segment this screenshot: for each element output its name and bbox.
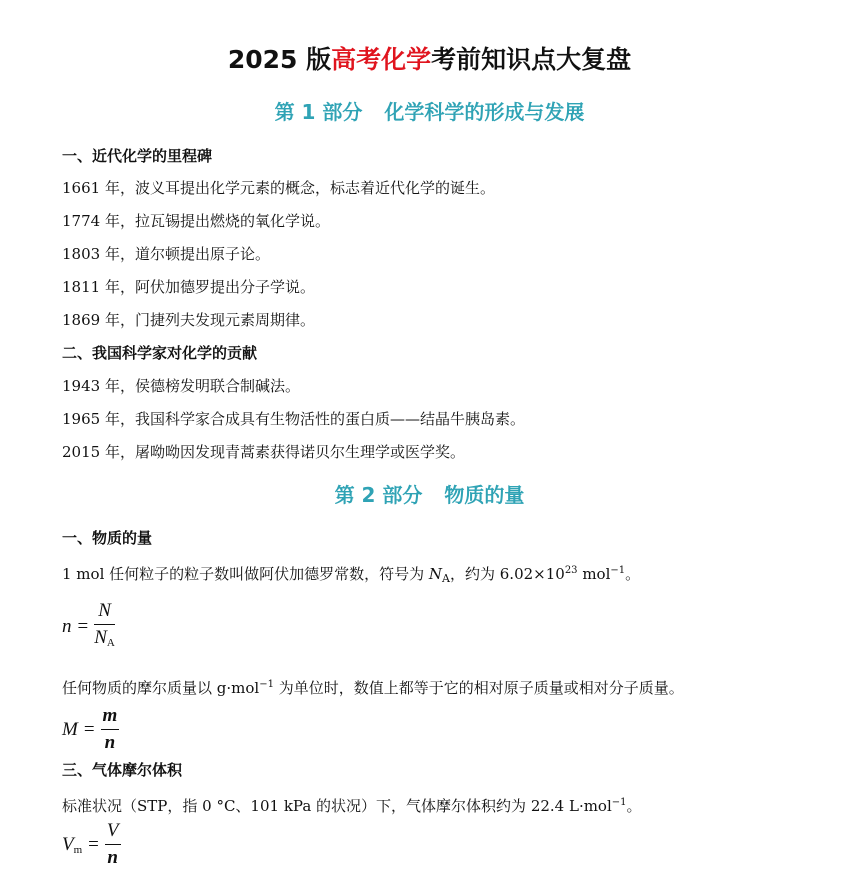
formula-Vm-equals-V-over-n [62, 820, 121, 869]
avogadro-text-b: ，约为 6.02×10 [449, 565, 565, 583]
part1-section1-heading: 一、近代化学的里程碑 [62, 147, 213, 165]
formula3-numerator: V [105, 820, 121, 845]
avogadro-end: 。 [625, 565, 641, 583]
part2-section1-heading: 一、物质的量 [62, 529, 153, 547]
part1-heading [0, 96, 859, 128]
part1-label: 第 1 部分 [274, 100, 363, 124]
avogadro-exp: 23 [564, 565, 578, 576]
stp-end: 。 [626, 797, 642, 815]
formula3-lhs-sub: m [73, 843, 83, 856]
title-prefix: 2025 版 [227, 45, 332, 74]
avogadro-text-a: 1 mol 任何粒子的粒子数叫做阿伏加德罗常数，符号为 [62, 565, 429, 583]
molar-text-a: 任何物质的摩尔质量以 g·mol [62, 679, 260, 697]
formula2-fraction [101, 705, 120, 754]
formula-n-equals-N-over-NA [62, 600, 115, 654]
part2-title: 物质的量 [444, 483, 525, 507]
formula3-lhs [62, 834, 82, 856]
molar-text-b: 为单位时，数值上都等于它的相对原子质量或相对分子质量。 [273, 679, 684, 697]
formula-M-equals-m-over-n [62, 705, 119, 754]
avogadro-symbol-sub: A [442, 572, 450, 585]
formula1-fraction [94, 600, 115, 654]
molar-exp: −1 [259, 679, 274, 690]
formula2-numerator: m [101, 705, 120, 730]
formula2-lhs: M [62, 718, 78, 740]
title-suffix: 考前知识点大复盘 [431, 45, 632, 74]
formula1-den-sub: A [106, 637, 115, 649]
avogadro-unit-exp: −1 [610, 565, 626, 576]
avogadro-symbol: N [428, 565, 443, 583]
list-item: 1774 年，拉瓦锡提出燃烧的氧化学说。 [62, 212, 330, 230]
formula1-eq: = [77, 616, 89, 637]
list-item: 1943 年，侯德榜发明联合制碱法。 [62, 377, 300, 395]
formula1-numerator: N [94, 600, 115, 625]
list-item: 1869 年，门捷列夫发现元素周期律。 [62, 311, 315, 329]
formula1-lhs: n [62, 616, 72, 637]
list-item: 1965 年，我国科学家合成具有生物活性的蛋白质——结晶牛胰岛素。 [62, 410, 525, 428]
formula1-denominator [94, 625, 115, 654]
list-item: 1803 年，道尔顿提出原子论。 [62, 245, 270, 263]
part2-heading [0, 479, 859, 511]
avogadro-text [62, 559, 640, 591]
list-item: 2015 年，屠呦呦因发现青蒿素获得诺贝尔生理学或医学奖。 [62, 443, 465, 461]
molar-volume-text [62, 791, 642, 818]
formula3-eq: = [88, 833, 99, 855]
stp-exp: −1 [611, 797, 627, 808]
part1-title: 化学科学的形成与发展 [384, 100, 585, 124]
stp-text-a: 标准状况（STP，指 0 °C、101 kPa 的状况）下，气体摩尔体积约为 22.4 L·mol [62, 797, 612, 815]
part1-section2-heading: 二、我国科学家对化学的贡献 [62, 344, 258, 362]
page-title [0, 40, 859, 80]
formula2-eq: = [83, 718, 95, 740]
molar-mass-text [62, 673, 684, 700]
part2-section3-heading: 三、气体摩尔体积 [62, 761, 183, 779]
formula2-denominator: n [104, 732, 116, 753]
formula1-den-main: N [94, 627, 107, 648]
list-item: 1811 年，阿伏加德罗提出分子学说。 [62, 278, 315, 296]
part2-label: 第 2 部分 [334, 483, 423, 507]
list-item: 1661 年，波义耳提出化学元素的概念，标志着近代化学的诞生。 [62, 179, 495, 197]
avogadro-unit: mol [577, 565, 611, 583]
formula3-fraction [105, 820, 121, 869]
formula3-lhs-main: V [62, 833, 74, 855]
formula3-denominator: n [107, 847, 118, 868]
title-highlight: 高考化学 [331, 45, 432, 74]
